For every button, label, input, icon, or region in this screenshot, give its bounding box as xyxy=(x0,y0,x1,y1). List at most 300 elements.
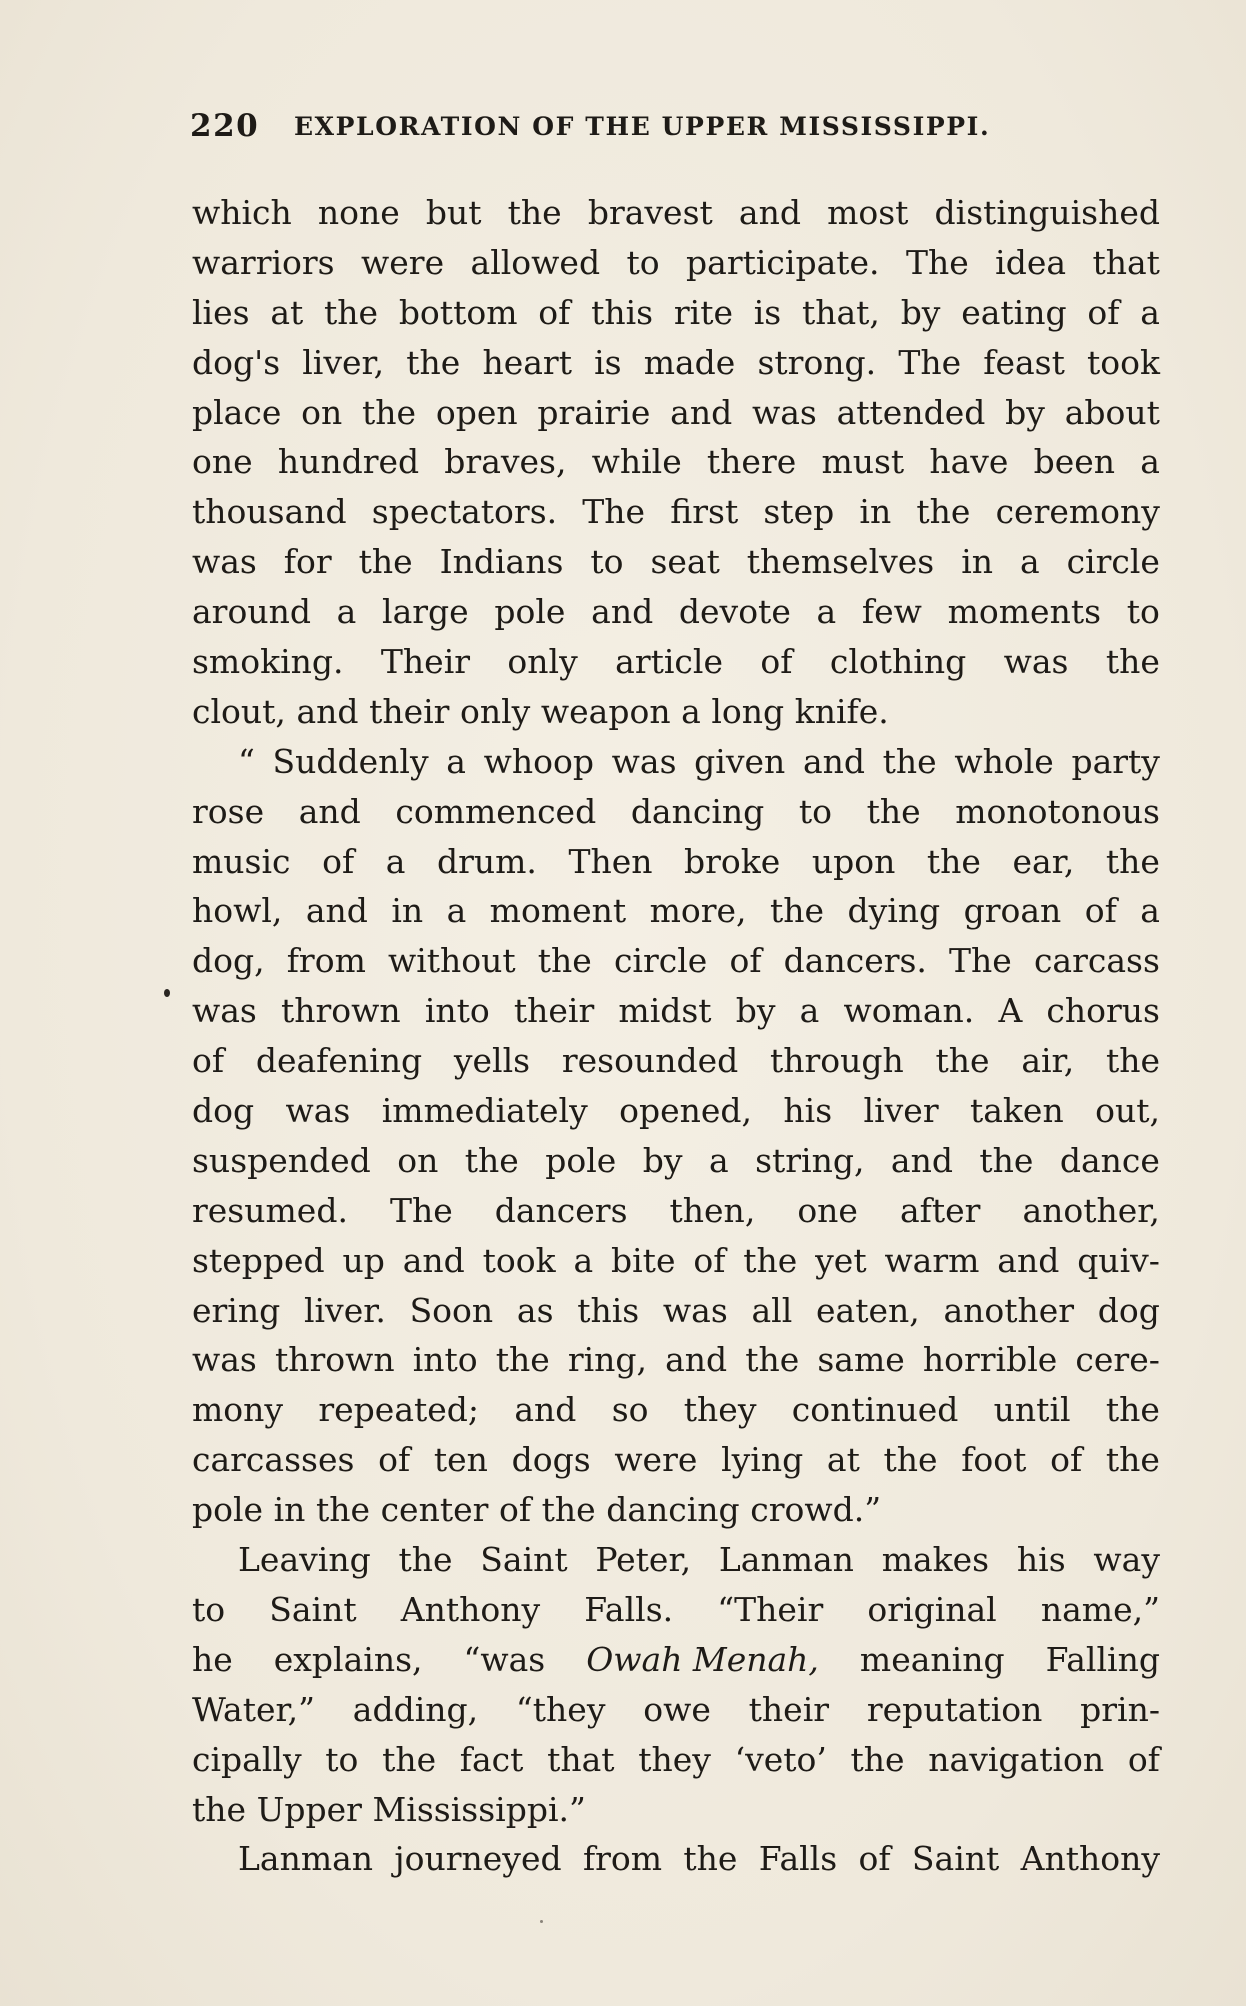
word: they xyxy=(683,1390,757,1430)
ink-speck xyxy=(540,1920,543,1923)
word: opened, xyxy=(619,1091,753,1131)
word: only xyxy=(460,691,531,731)
word: in xyxy=(391,891,424,931)
word: long xyxy=(711,691,785,731)
word: ‘veto’ xyxy=(734,1739,827,1779)
word: the xyxy=(541,1490,596,1530)
word: the xyxy=(979,1140,1034,1180)
text-line xyxy=(192,437,1160,487)
text-line xyxy=(192,1136,1160,1186)
word: name,” xyxy=(1040,1589,1160,1629)
word: weapon xyxy=(540,691,671,731)
word: pole xyxy=(545,1140,617,1180)
text-line xyxy=(192,288,1160,338)
word: Then xyxy=(568,841,653,881)
word: and xyxy=(890,1140,953,1180)
word: broke xyxy=(684,841,781,881)
word: to xyxy=(192,1589,226,1629)
text-line xyxy=(192,837,1160,887)
word: warriors xyxy=(192,242,335,282)
word: yells xyxy=(453,1041,531,1081)
word: the xyxy=(358,542,413,582)
word: resumed. xyxy=(192,1190,348,1230)
word: from xyxy=(582,1839,663,1879)
word: “ xyxy=(238,741,255,781)
word: Indians xyxy=(439,542,564,582)
word: large xyxy=(382,592,469,632)
word: themselves xyxy=(746,542,935,582)
word: the xyxy=(315,1490,371,1530)
word: dancing xyxy=(630,791,765,831)
text-line xyxy=(192,338,1160,388)
word: the xyxy=(769,891,825,931)
word: Their xyxy=(380,642,471,682)
word: Owah Menah, xyxy=(586,1639,819,1679)
text-line xyxy=(192,1186,1160,1236)
word: and xyxy=(402,1240,465,1280)
word: was xyxy=(611,741,677,781)
word: whoop xyxy=(483,741,594,781)
word: the xyxy=(683,1839,738,1879)
text-line xyxy=(192,537,1160,587)
word: way xyxy=(1093,1540,1160,1580)
word: yet xyxy=(815,1240,867,1280)
word: quiv- xyxy=(1077,1240,1160,1280)
word: resounded xyxy=(561,1041,739,1081)
word: a xyxy=(708,1140,729,1180)
word: prin- xyxy=(1080,1689,1160,1729)
word: a xyxy=(573,1240,594,1280)
word: feast xyxy=(983,342,1065,382)
word: of xyxy=(378,1440,411,1480)
word: for xyxy=(283,542,332,582)
word: of xyxy=(693,1240,726,1280)
word: without xyxy=(387,941,516,981)
word: given xyxy=(694,741,786,781)
text-line xyxy=(192,1535,1160,1585)
word: about xyxy=(1064,392,1160,432)
word: and xyxy=(997,1240,1060,1280)
word: makes xyxy=(881,1540,990,1580)
word: a xyxy=(1140,891,1160,931)
word: and xyxy=(305,891,368,931)
word: woman. xyxy=(843,991,975,1031)
word: journeyed xyxy=(394,1839,562,1879)
word: that xyxy=(547,1739,615,1779)
word: Saint xyxy=(269,1589,357,1629)
word: the xyxy=(866,791,921,831)
word: dying xyxy=(847,891,941,931)
text-line xyxy=(192,587,1160,637)
word: the xyxy=(1105,1041,1160,1081)
word: ceremony xyxy=(995,492,1160,532)
word: commenced xyxy=(395,791,597,831)
word: Lanman xyxy=(238,1839,374,1879)
word: moment xyxy=(489,891,627,931)
word: bottom xyxy=(398,292,518,332)
text-line xyxy=(192,1385,1160,1435)
word: to xyxy=(325,1739,359,1779)
word: is xyxy=(753,292,782,332)
word: a xyxy=(1019,542,1040,582)
word: and xyxy=(514,1390,577,1430)
word: none xyxy=(317,193,400,232)
word: foot xyxy=(961,1440,1027,1480)
word: so xyxy=(611,1390,649,1430)
word: ring, xyxy=(567,1340,648,1380)
word: their xyxy=(748,1689,830,1729)
word: were xyxy=(361,242,445,282)
word: pole xyxy=(192,1490,264,1530)
word: chorus xyxy=(1046,991,1160,1031)
word: and xyxy=(591,592,654,632)
word: the xyxy=(406,342,461,382)
word: clout, xyxy=(192,691,286,731)
word: he xyxy=(192,1639,233,1679)
text-line xyxy=(192,637,1160,687)
word: Lanman xyxy=(718,1540,854,1580)
word: cere- xyxy=(1075,1340,1160,1380)
word: after xyxy=(899,1190,981,1230)
word: Upper xyxy=(256,1789,362,1829)
word: was xyxy=(192,991,257,1031)
word: Falls xyxy=(758,1839,838,1879)
text-line xyxy=(192,1685,1160,1735)
word: of xyxy=(498,1490,532,1530)
word: A xyxy=(998,991,1023,1031)
word: stepped xyxy=(192,1240,325,1280)
word: the xyxy=(743,1240,798,1280)
word: upon xyxy=(811,841,896,881)
word: the xyxy=(1105,642,1160,682)
word: that, xyxy=(801,292,880,332)
word: the xyxy=(507,193,562,232)
word: the xyxy=(926,841,981,881)
word: only xyxy=(507,642,578,682)
word: was xyxy=(751,392,817,432)
word: was xyxy=(662,1290,728,1330)
word: and xyxy=(738,193,801,232)
text-line xyxy=(192,1086,1160,1136)
word: immediately xyxy=(381,1091,588,1131)
word: most xyxy=(827,193,909,232)
word: open xyxy=(435,392,518,432)
word: his xyxy=(783,1091,833,1131)
word: fact xyxy=(459,1739,524,1779)
word: thrown xyxy=(274,1340,395,1380)
word: of xyxy=(1050,1440,1083,1480)
word: were xyxy=(614,1440,698,1480)
word: ering xyxy=(192,1290,281,1330)
word: to xyxy=(626,242,660,282)
word: on xyxy=(301,392,343,432)
word: reputation xyxy=(866,1689,1043,1729)
word: “was xyxy=(463,1639,546,1679)
word: a xyxy=(799,991,820,1031)
word: smoking. xyxy=(192,642,344,682)
word: pole xyxy=(494,592,566,632)
word: groan xyxy=(963,891,1062,931)
word: Water,” xyxy=(192,1689,316,1729)
word: as xyxy=(516,1290,554,1330)
word: to xyxy=(798,791,833,831)
word: the xyxy=(1105,1440,1160,1480)
word: up xyxy=(342,1240,385,1280)
word: a xyxy=(385,841,406,881)
word: of xyxy=(322,841,355,881)
word: must xyxy=(821,442,905,482)
word: then, xyxy=(669,1190,756,1230)
word: they xyxy=(638,1739,711,1779)
word: monotonous xyxy=(955,791,1160,831)
word: by xyxy=(735,991,776,1031)
word: repeated; xyxy=(318,1390,480,1430)
word: of xyxy=(538,292,571,332)
word: meaning xyxy=(859,1639,1005,1679)
word: of xyxy=(729,941,762,981)
word: deafening xyxy=(255,1041,423,1081)
word: dog, xyxy=(192,941,265,981)
word: of xyxy=(1084,891,1117,931)
text-line xyxy=(192,687,1160,737)
text-line xyxy=(192,986,1160,1036)
text-line xyxy=(192,238,1160,288)
word: ear, xyxy=(1012,841,1075,881)
word: adding, xyxy=(352,1689,479,1729)
word: The xyxy=(949,941,1012,981)
word: Leaving xyxy=(238,1540,371,1580)
word: Mississippi.” xyxy=(372,1789,586,1829)
word: of xyxy=(858,1839,891,1879)
word: attended xyxy=(836,392,986,432)
word: dog's xyxy=(192,342,281,382)
word: of xyxy=(760,642,793,682)
word: mony xyxy=(192,1390,284,1430)
word: strong. xyxy=(757,342,877,382)
word: air, xyxy=(1021,1041,1075,1081)
word: string, xyxy=(755,1140,865,1180)
word: a xyxy=(336,592,357,632)
word: one xyxy=(797,1190,858,1230)
word: was xyxy=(192,542,257,582)
word: through xyxy=(769,1041,904,1081)
word: bite xyxy=(611,1240,676,1280)
word: dogs xyxy=(511,1440,591,1480)
word: the xyxy=(464,1140,519,1180)
text-line xyxy=(192,1435,1160,1485)
word: made xyxy=(643,342,736,382)
word: all xyxy=(751,1290,793,1330)
word: was xyxy=(192,1340,257,1380)
word: dog xyxy=(192,1091,255,1131)
page-number: 220 xyxy=(190,108,260,144)
word: and xyxy=(670,392,733,432)
text-line xyxy=(192,1036,1160,1086)
word: horrible xyxy=(922,1340,1058,1380)
text-line xyxy=(192,787,1160,837)
word: is xyxy=(594,342,622,382)
ink-speck xyxy=(164,989,170,997)
text-line xyxy=(192,1635,1160,1685)
word: owe xyxy=(643,1689,711,1729)
word: hundred xyxy=(277,442,420,482)
word: by xyxy=(642,1140,683,1180)
word: of xyxy=(1127,1739,1160,1779)
word: the xyxy=(398,1540,453,1580)
word: step xyxy=(763,492,835,532)
word: continued xyxy=(791,1390,959,1430)
text-line xyxy=(192,1286,1160,1336)
running-title: EXPLORATION OF THE UPPER MISSISSIPPI. xyxy=(294,112,991,141)
word: Anthony xyxy=(1020,1839,1160,1879)
word: this xyxy=(577,1290,640,1330)
word: the xyxy=(192,1789,247,1829)
word: cipally xyxy=(192,1739,302,1779)
word: allowed xyxy=(470,242,601,282)
word: place xyxy=(192,392,282,432)
word: into xyxy=(412,1340,478,1380)
word: moments xyxy=(947,592,1102,632)
word: spectators. xyxy=(371,492,558,532)
word: around xyxy=(192,592,311,632)
word: rite xyxy=(673,292,733,332)
word: participate. xyxy=(686,242,880,282)
word: midst xyxy=(618,991,712,1031)
word: The xyxy=(898,342,962,382)
word: the xyxy=(362,392,417,432)
word: liver xyxy=(863,1091,939,1131)
word: the xyxy=(537,941,592,981)
word: more, xyxy=(649,891,747,931)
word: that xyxy=(1092,242,1160,282)
word: in xyxy=(859,492,892,532)
word: music xyxy=(192,841,291,881)
word: few xyxy=(861,592,922,632)
word: a xyxy=(446,891,467,931)
word: ten xyxy=(433,1440,488,1480)
text-line xyxy=(192,1785,1160,1835)
word: Soon xyxy=(409,1290,494,1330)
word: “Their xyxy=(717,1589,824,1629)
word: party xyxy=(1071,741,1160,781)
word: first xyxy=(670,492,739,532)
word: Saint xyxy=(480,1540,568,1580)
word: suspended xyxy=(192,1140,371,1180)
word: and xyxy=(296,691,359,731)
word: howl, xyxy=(192,891,283,931)
word: dancers. xyxy=(783,941,927,981)
word: but xyxy=(425,193,482,232)
word: the xyxy=(1105,841,1160,881)
word: at xyxy=(270,292,304,332)
word: was xyxy=(1003,642,1069,682)
word: explains, xyxy=(273,1639,423,1679)
word: prairie xyxy=(537,392,651,432)
word: same xyxy=(817,1340,905,1380)
word: article xyxy=(615,642,723,682)
word: took xyxy=(1086,342,1160,382)
word: the xyxy=(883,1440,938,1480)
text-line xyxy=(192,737,1160,787)
word: another xyxy=(943,1290,1075,1330)
word: The xyxy=(582,492,646,532)
text-line xyxy=(192,1735,1160,1785)
word: whole xyxy=(954,741,1054,781)
word: in xyxy=(961,542,993,582)
word: the xyxy=(916,492,971,532)
word: drum. xyxy=(436,841,537,881)
word: another, xyxy=(1022,1190,1160,1230)
word: his xyxy=(1016,1540,1066,1580)
text-line xyxy=(192,886,1160,936)
word: The xyxy=(905,242,969,282)
word: a xyxy=(1140,292,1160,332)
text-line xyxy=(192,936,1160,986)
word: took xyxy=(482,1240,556,1280)
word: dancing xyxy=(606,1490,740,1530)
word: the xyxy=(935,1041,990,1081)
word: until xyxy=(993,1390,1071,1430)
word: out, xyxy=(1095,1091,1160,1131)
word: dog xyxy=(1097,1290,1160,1330)
word: at xyxy=(826,1440,860,1480)
word: the xyxy=(745,1340,800,1380)
word: circle xyxy=(613,941,708,981)
word: the xyxy=(1105,1390,1160,1430)
word: carcasses xyxy=(192,1440,355,1480)
word: The xyxy=(389,1190,453,1230)
text-line xyxy=(192,1485,1160,1535)
word: eaten, xyxy=(815,1290,920,1330)
word: a xyxy=(446,741,466,781)
text-line xyxy=(192,1236,1160,1286)
word: eating xyxy=(961,292,1067,332)
word: dance xyxy=(1059,1140,1160,1180)
word: knife. xyxy=(794,691,889,731)
word: and xyxy=(298,791,361,831)
word: Falls. xyxy=(584,1589,674,1629)
text-line xyxy=(192,487,1160,537)
word: center xyxy=(380,1490,489,1530)
word: a xyxy=(816,592,837,632)
word: was xyxy=(285,1091,351,1131)
word: clothing xyxy=(829,642,967,682)
word: bravest xyxy=(587,193,713,232)
word: Suddenly xyxy=(272,741,429,781)
word: their xyxy=(513,991,595,1031)
word: have xyxy=(929,442,1009,482)
word: taken xyxy=(969,1091,1064,1131)
word: from xyxy=(286,941,366,981)
word: the xyxy=(324,292,379,332)
word: Peter, xyxy=(595,1540,692,1580)
running-head xyxy=(190,106,1070,146)
word: circle xyxy=(1066,542,1160,582)
word: Saint xyxy=(911,1839,1000,1879)
word: dancers xyxy=(494,1190,628,1230)
word: of xyxy=(192,1041,225,1081)
word: on xyxy=(397,1140,439,1180)
word: seat xyxy=(650,542,720,582)
word: distinguished xyxy=(934,193,1160,232)
word: in xyxy=(273,1490,306,1530)
word: into xyxy=(424,991,490,1031)
word: original xyxy=(867,1589,997,1629)
word: “they xyxy=(515,1689,606,1729)
word: by xyxy=(900,292,941,332)
word: idea xyxy=(995,242,1067,282)
word: by xyxy=(1005,392,1045,432)
